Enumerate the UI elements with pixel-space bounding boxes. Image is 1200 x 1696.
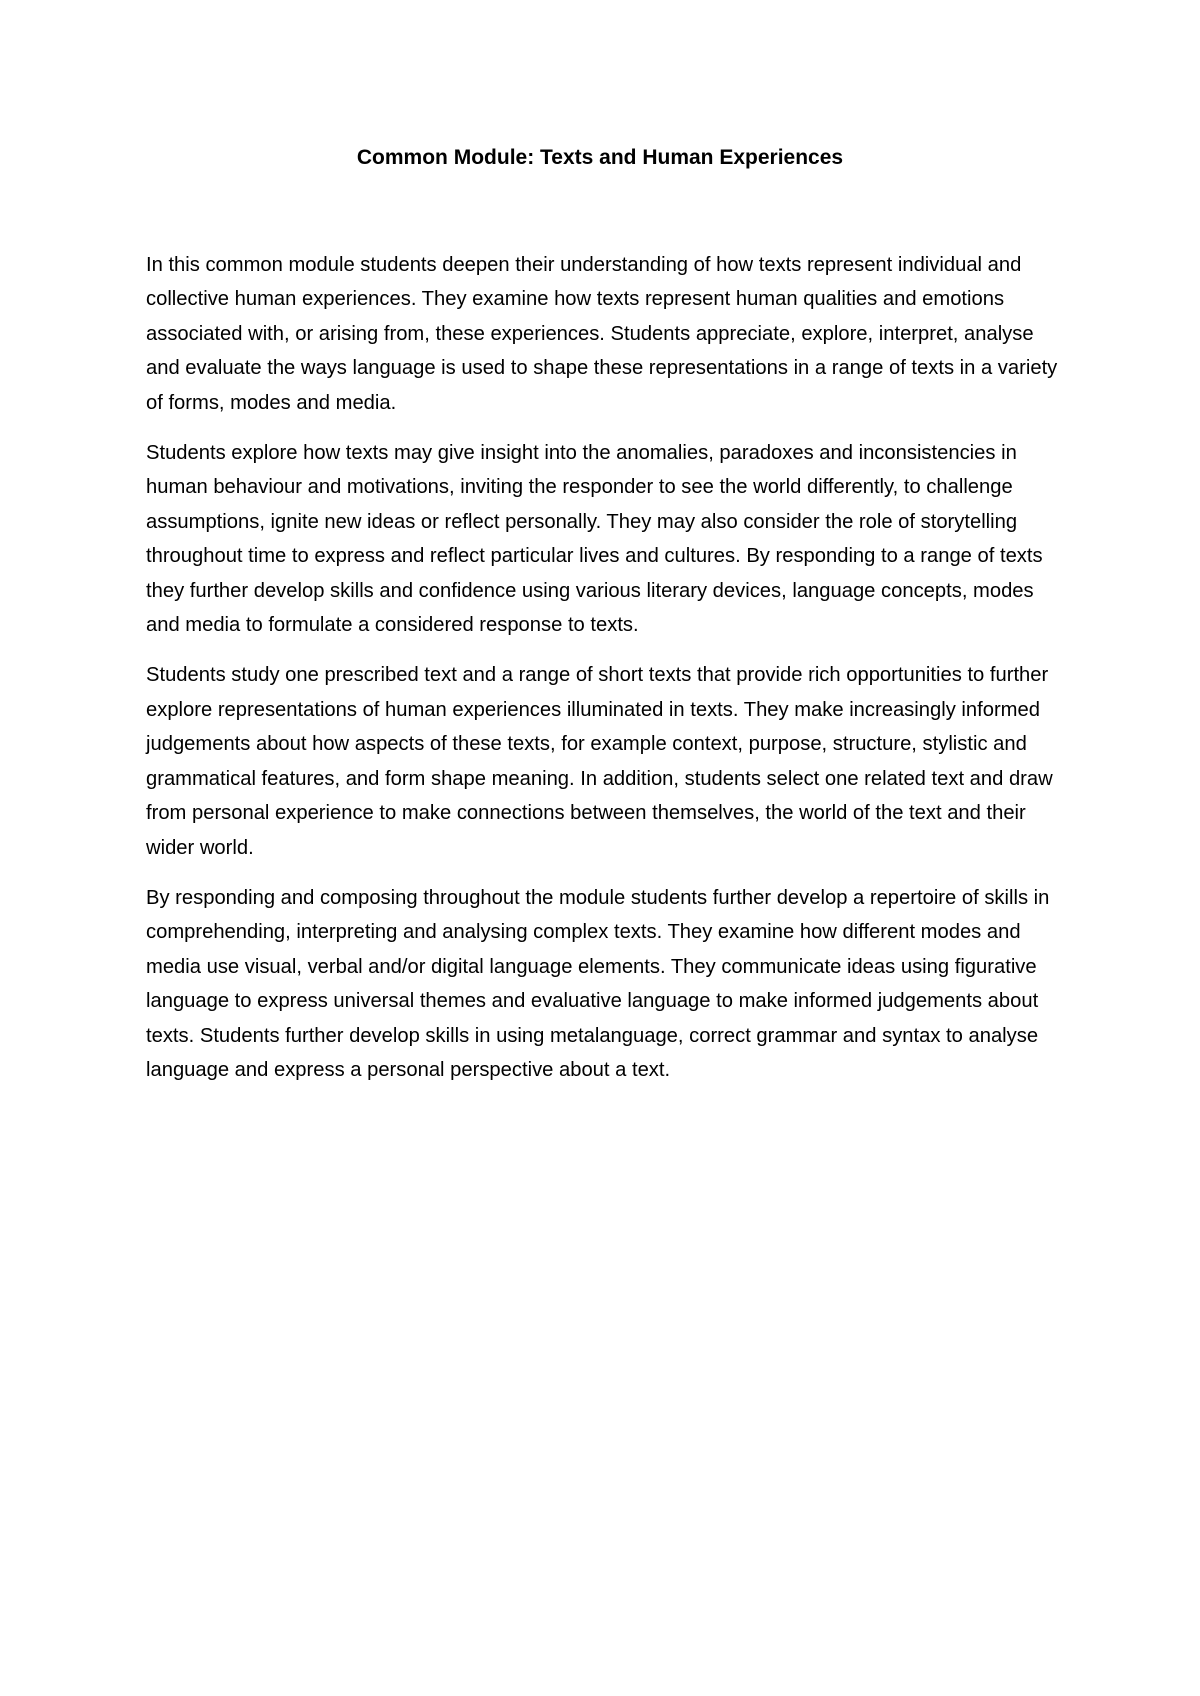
document-body [146, 248, 1066, 1103]
paragraph-intro: In this common module students deepen their understanding of how texts represent individual and collective human experiences. They examine how texts represent human qualities and emotions associated with, or arising from, these experiences. Students appreciate, explore, interpret, analyse and evaluate the ways language is used to shape these representations in a range of texts in a variety of forms, modes and media. [146, 254, 1058, 414]
document-title: Common Module: Texts and Human Experiences [356, 146, 844, 169]
paragraph-insight: Students explore how texts may give insight into the anomalies, paradoxes and inconsistencies in human behaviour and motivations, inviting the responder to see the world differently, to challenge assumptions, ignite new ideas or reflect personally. They may also consider the role of storytelling throughout time to express and reflect particular lives and cultures. By responding to a range of texts they further develop skills and confidence using various literary devices, language concepts, modes and media to formulate a considered response to texts. [146, 442, 1043, 637]
paragraph-prescribed-text: Students study one prescribed text and a range of short texts that provide rich opportunities to further explore representations of human experiences illuminated in texts. They make increasingly informed judgements about how aspects of these texts, for example context, purpose, structure, stylistic and grammatical features, and form shape meaning. In addition, students select one related text and draw from personal experience to make connections between themselves, the world of the text and their wider world. [146, 664, 1053, 859]
paragraph-skills: By responding and composing throughout the module students further develop a repertoire of skills in comprehending, interpreting and analysing complex texts. They examine how different modes and media use visual, verbal and/or digital language elements. They communicate ideas using figurative language to express universal themes and evaluative language to make informed judgements about texts. Students further develop skills in using metalanguage, correct grammar and syntax to analyse language and express a personal perspective about a text. [146, 886, 1050, 1081]
